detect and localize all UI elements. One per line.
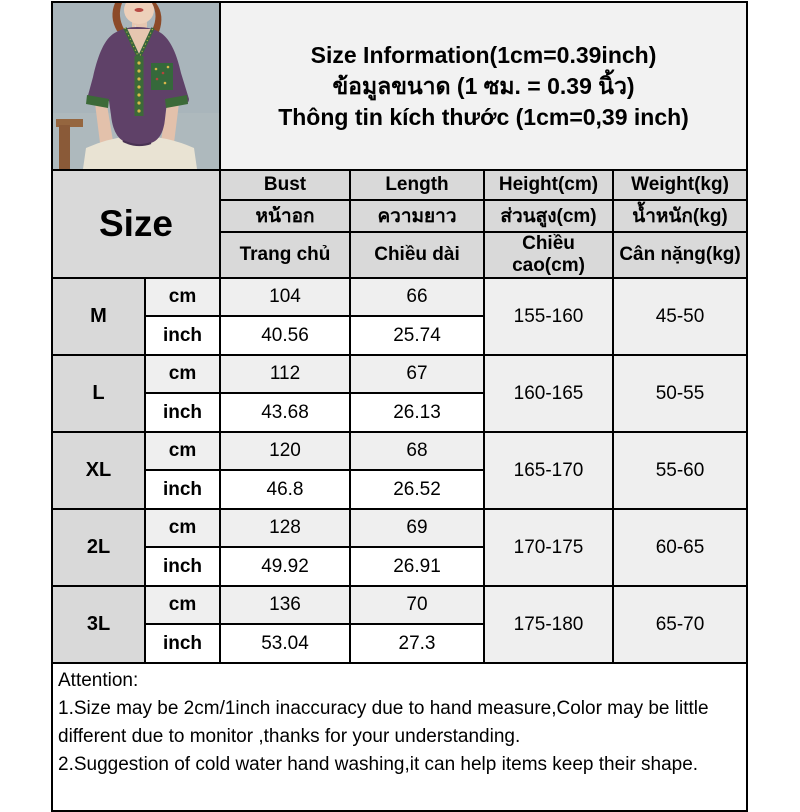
col-header-height-th: ส่วนสูง(cm) (484, 200, 613, 232)
value-3l-bust-cm: 136 (220, 586, 350, 624)
value-m-height: 155-160 (484, 278, 613, 355)
col-header-bust-vi: Trang chủ (220, 232, 350, 278)
value-xl-bust-inch: 46.8 (220, 470, 350, 509)
size-label-xl: XL (52, 432, 145, 509)
value-2l-length-cm: 69 (350, 509, 484, 547)
col-header-bust-th: หน้าอก (220, 200, 350, 232)
value-xl-length-inch: 26.52 (350, 470, 484, 509)
product-photo (52, 2, 220, 170)
value-3l-length-cm: 70 (350, 586, 484, 624)
value-m-length-cm: 66 (350, 278, 484, 316)
value-l-length-inch: 26.13 (350, 393, 484, 432)
value-2l-bust-cm: 128 (220, 509, 350, 547)
attention-heading: Attention: (58, 670, 139, 691)
value-2l-height: 170-175 (484, 509, 613, 586)
col-header-length-th: ความยาว (350, 200, 484, 232)
model-illustration (53, 3, 220, 169)
value-3l-weight: 65-70 (613, 586, 747, 663)
value-l-bust-cm: 112 (220, 355, 350, 393)
title-block (220, 2, 747, 170)
unit-inch: inch (145, 470, 220, 509)
unit-inch: inch (145, 547, 220, 586)
unit-cm: cm (145, 586, 220, 624)
unit-inch: inch (145, 316, 220, 355)
unit-cm: cm (145, 355, 220, 393)
col-header-weight-en: Weight(kg) (613, 170, 747, 200)
title-vi: Thông tin kích thước (1cm=0,39 inch) (278, 103, 689, 130)
value-m-weight: 45-50 (613, 278, 747, 355)
value-l-length-cm: 67 (350, 355, 484, 393)
value-3l-height: 175-180 (484, 586, 613, 663)
value-m-length-inch: 25.74 (350, 316, 484, 355)
value-xl-height: 165-170 (484, 432, 613, 509)
unit-inch: inch (145, 624, 220, 663)
value-3l-length-inch: 27.3 (350, 624, 484, 663)
unit-cm: cm (145, 509, 220, 547)
value-2l-length-inch: 26.91 (350, 547, 484, 586)
attention-note (52, 663, 747, 811)
col-header-weight-th: น้ำหนัก(kg) (613, 200, 747, 232)
value-2l-bust-inch: 49.92 (220, 547, 350, 586)
size-label-2l: 2L (52, 509, 145, 586)
unit-cm: cm (145, 278, 220, 316)
value-l-height: 160-165 (484, 355, 613, 432)
attention-line-1: 1.Size may be 2cm/1inch inaccuracy due to hand measure,Color may be little different due to monitor ,thanks for your understanding. (58, 698, 709, 747)
title-th: ข้อมูลขนาด (1 ซม. = 0.39 นิ้ว) (332, 72, 635, 99)
unit-cm: cm (145, 432, 220, 470)
value-xl-bust-cm: 120 (220, 432, 350, 470)
size-header: Size (52, 170, 220, 278)
value-3l-bust-inch: 53.04 (220, 624, 350, 663)
col-header-length-vi: Chiều dài (350, 232, 484, 278)
size-label-m: M (52, 278, 145, 355)
size-chart-sheet (51, 1, 748, 812)
size-label-l: L (52, 355, 145, 432)
unit-inch: inch (145, 393, 220, 432)
value-xl-weight: 55-60 (613, 432, 747, 509)
col-header-height-vi: Chiều cao(cm) (484, 232, 613, 278)
size-table (51, 1, 748, 812)
value-l-weight: 50-55 (613, 355, 747, 432)
col-header-weight-vi: Cân nặng(kg) (613, 232, 747, 278)
title-en: Size Information(1cm=0.39inch) (310, 41, 657, 68)
value-l-bust-inch: 43.68 (220, 393, 350, 432)
col-header-length-en: Length (350, 170, 484, 200)
value-xl-length-cm: 68 (350, 432, 484, 470)
col-header-bust-en: Bust (220, 170, 350, 200)
size-label-3l: 3L (52, 586, 145, 663)
value-2l-weight: 60-65 (613, 509, 747, 586)
value-m-bust-inch: 40.56 (220, 316, 350, 355)
col-header-height-en: Height(cm) (484, 170, 613, 200)
value-m-bust-cm: 104 (220, 278, 350, 316)
attention-line-2: 2.Suggestion of cold water hand washing,it can help items keep their shape. (58, 754, 699, 775)
